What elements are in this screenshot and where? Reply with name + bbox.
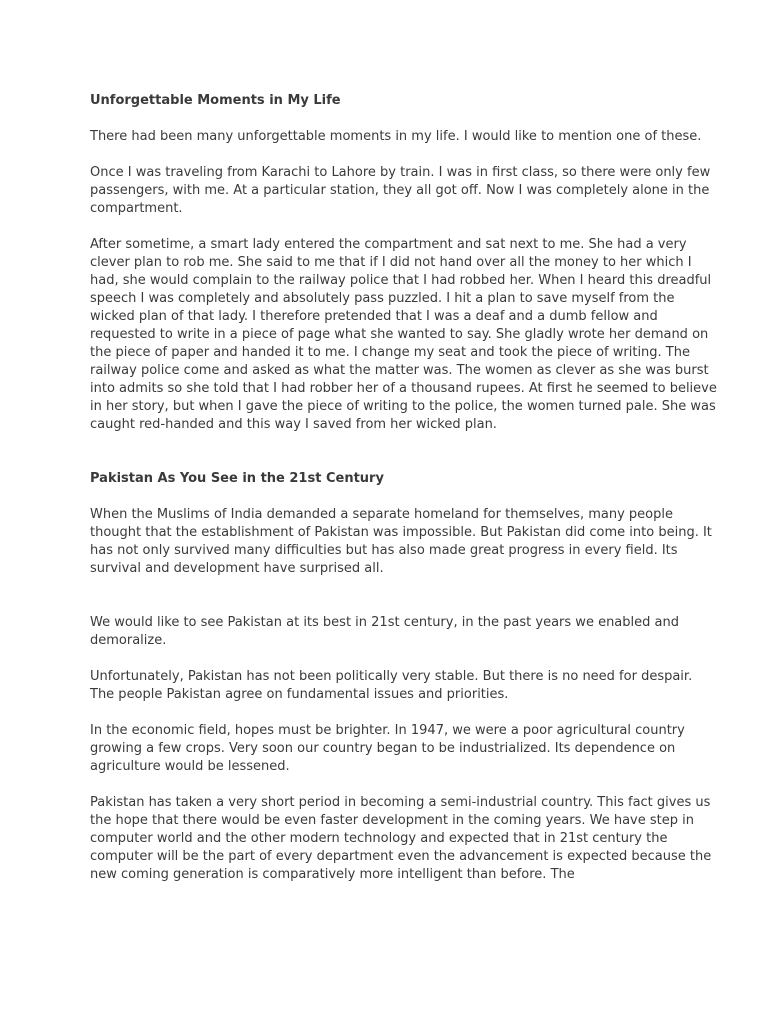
paragraph: Pakistan has taken a very short period in becoming a semi-industrial country. This fact gives us the hope that there would be even faster development in the coming years. We have step in computer world and the other modern technology and expected that in 21st century the computer will be the part of every department even the advancement is expected because the new coming generation is comparatively more intelligent than before. The: [90, 795, 712, 882]
paragraph: Unfortunately, Pakistan has not been politically very stable. But there is no need for despair. The people Pakistan agree on fundamental issues and priorities.: [90, 669, 693, 702]
section-title-pakistan-21st-century: Pakistan As You See in the 21st Century: [90, 471, 384, 486]
section-title-unforgettable-moments: Unforgettable Moments in My Life: [90, 93, 341, 108]
paragraph: There had been many unforgettable moments in my life. I would like to mention one of these.: [90, 129, 702, 144]
section-spacer: [90, 452, 720, 470]
paragraph: We would like to see Pakistan at its best in 21st century, in the past years we enabled and demoralize.: [90, 615, 679, 648]
paragraph-spacer: [90, 596, 720, 614]
paragraph: In the economic field, hopes must be brighter. In 1947, we were a poor agricultural country growing a few crops. Very soon our country began to be industrialized. Its dependence on agriculture would be lessened.: [90, 723, 685, 774]
paragraph: When the Muslims of India demanded a separate homeland for themselves, many people thought that the establishment of Pakistan was impossible. But Pakistan did come into being. It has not only survived many difficulties but has also made great progress in every field. Its survival and development have surprised all.: [90, 507, 712, 576]
paragraph: Once I was traveling from Karachi to Lahore by train. I was in first class, so there were only few passengers, with me. At a particular station, they all got off. Now I was completely alone in the compartment.: [90, 165, 711, 216]
document-page: [90, 92, 720, 902]
paragraph: After sometime, a smart lady entered the compartment and sat next to me. She had a very clever plan to rob me. She said to me that if I did not hand over all the money to her which I had, she would complain to the railway police that I had robbed her. When I heard this dreadful speech I was completely and absolutely pass puzzled. I hit a plan to save myself from the wicked plan of that lady. I therefore pretended that I was a deaf and a dumb fellow and requested to write in a piece of page what she wanted to say. She gladly wrote her demand on the piece of paper and handed it to me. I change my seat and took the piece of writing. The railway police come and asked as what the matter was. The women as clever as she was burst into admits so she told that I had robber her of a thousand rupees. At first he seemed to believe in her story, but when I gave the piece of writing to the police, the women turned pale. She was caught red-handed and this way I saved from her wicked plan.: [90, 237, 717, 432]
